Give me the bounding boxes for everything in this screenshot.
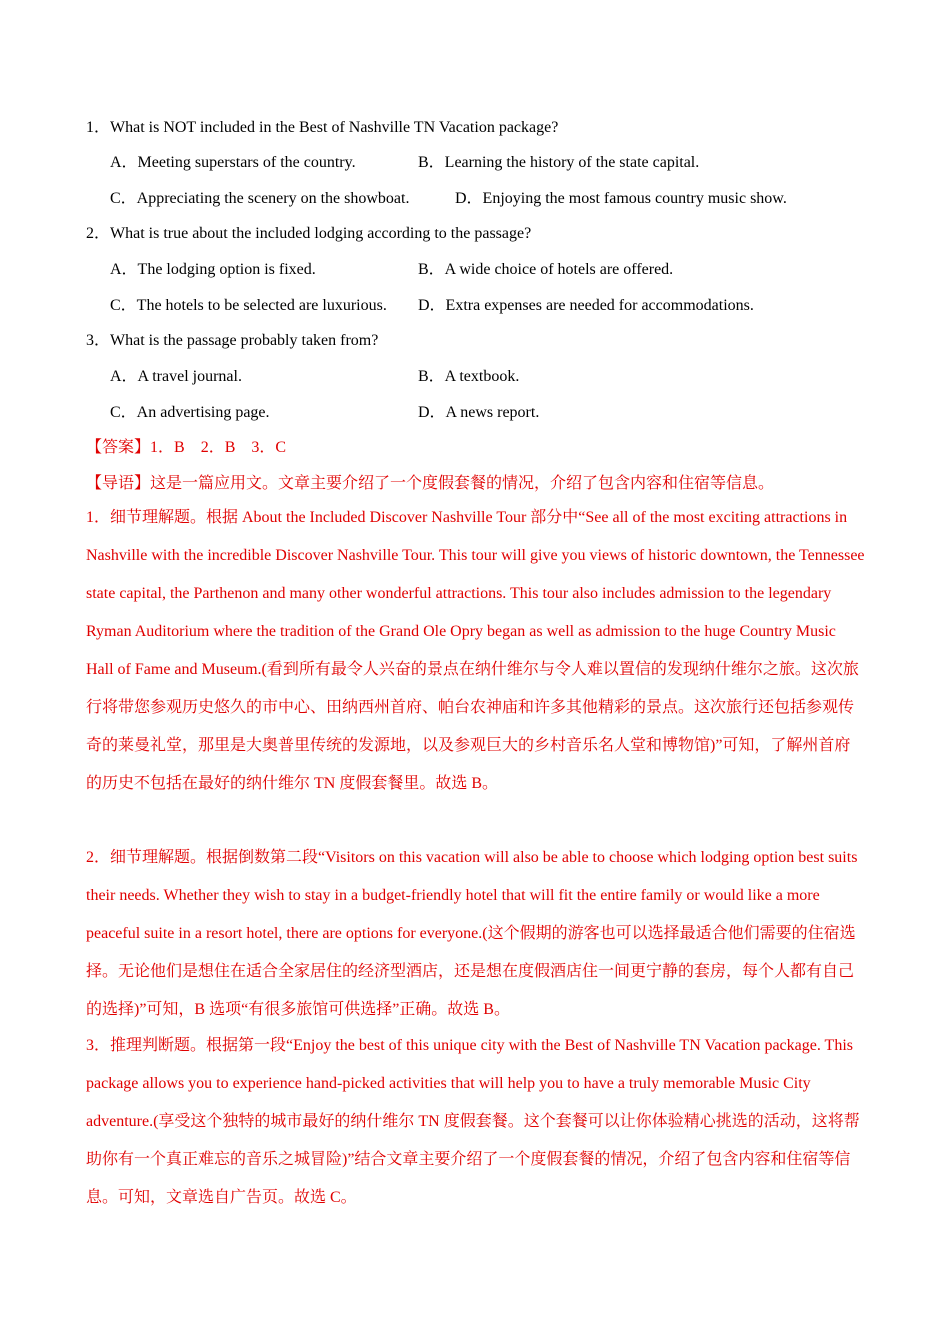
question-1-option-d: D．Enjoying the most famous country music show. (455, 190, 787, 207)
question-1-option-a: A．Meeting superstars of the country. (110, 154, 356, 171)
answer-text: 1．B 2．B 3．C (150, 439, 287, 456)
question-3-stem: 3．What is the passage probably taken from? (86, 332, 379, 349)
guide-line (86, 474, 774, 494)
question-1-option-b: B．Learning the history of the state capital. (418, 154, 700, 171)
guide-text: 这是一篇应用文。文章主要介绍了一个度假套餐的情况，介绍了包含内容和住宿等信息。 (150, 475, 775, 492)
explanation-2: 2．细节理解题。根据倒数第二段“Visitors on this vacation will also be able to choose which lodging option best suits their needs. Whether they wish to stay in a budget-friendly hotel that will fit the entire family or would like a more peaceful suite in a resort hotel, there are options for everyone.(这个假期的游客也可以选择最适合他们需要的住宿选择。无论他们是想住在适合全家居住的经济型酒店，还是想在度假酒店住一间更宁静的套房，每个人都有自己的选择)”可知，B 选项“有很多旅馆可供选择”正确。故选 B。 (86, 849, 858, 1018)
question-2-option-b: B．A wide choice of hotels are offered. (418, 261, 674, 278)
question-3-option-a: A．A travel journal. (110, 368, 242, 385)
question-3-option-d: D．A news report. (418, 404, 540, 421)
question-2-option-d: D．Extra expenses are needed for accommodations. (418, 297, 754, 314)
question-1-option-c: C．Appreciating the scenery on the showboat. (110, 190, 410, 207)
question-3-option-b: B．A textbook. (418, 368, 520, 385)
question-2-option-c: C．The hotels to be selected are luxurious. (110, 297, 387, 314)
question-2-stem: 2．What is true about the included lodging according to the passage? (86, 225, 532, 242)
explanation-3: 3．推理判断题。根据第一段“Enjoy the best of this unique city with the Best of Nashville TN Vacation package. This package allows you to experience hand-picked activities that will help you to have a truly memorable Music City adventure.(享受这个独特的城市最好的纳什维尔 TN 度假套餐。这个套餐可以让你体验精心挑选的活动，这将帮助你有一个真正难忘的音乐之城冒险)”结合文章主要介绍了一个度假套餐的情况，介绍了包含内容和住宿等信息。可知，文章选自广告页。故选 C。 (86, 1037, 860, 1206)
question-3-option-c: C．An advertising page. (110, 404, 270, 421)
question-2-option-a: A．The lodging option is fixed. (110, 261, 316, 278)
question-1-stem: 1．What is NOT included in the Best of Nashville TN Vacation package? (86, 119, 559, 136)
answer-line (86, 438, 286, 458)
answer-label: 【答案】 (86, 439, 151, 456)
guide-label: 【导语】 (86, 475, 151, 492)
explanation-1: 1．细节理解题。根据 About the Included Discover Nashville Tour 部分中“See all of the most exciting attractions in Nashville with the incredible Discover Nashville Tour. This tour will give you views of historic downtown, the Tennessee state capital, the Parthenon and many other wonderful attractions. This tour also includes admission to the legendary Ryman Auditorium where the tradition of the Grand Ole Opry began as well as admission to the huge Country Music Hall of Fame and Museum.(看到所有最令人兴奋的景点在纳什维尔与令人难以置信的发现纳什维尔之旅。这次旅行将带您参观历史悠久的市中心、田纳西州首府、帕台农神庙和许多其他精彩的景点。这次旅行还包括参观传奇的莱曼礼堂，那里是大奥普里传统的发源地，以及参观巨大的乡村音乐名人堂和博物馆)”可知，了解州首府的历史不包括在最好的纳什维尔 TN 度假套餐里。故选 B。 (86, 509, 865, 792)
